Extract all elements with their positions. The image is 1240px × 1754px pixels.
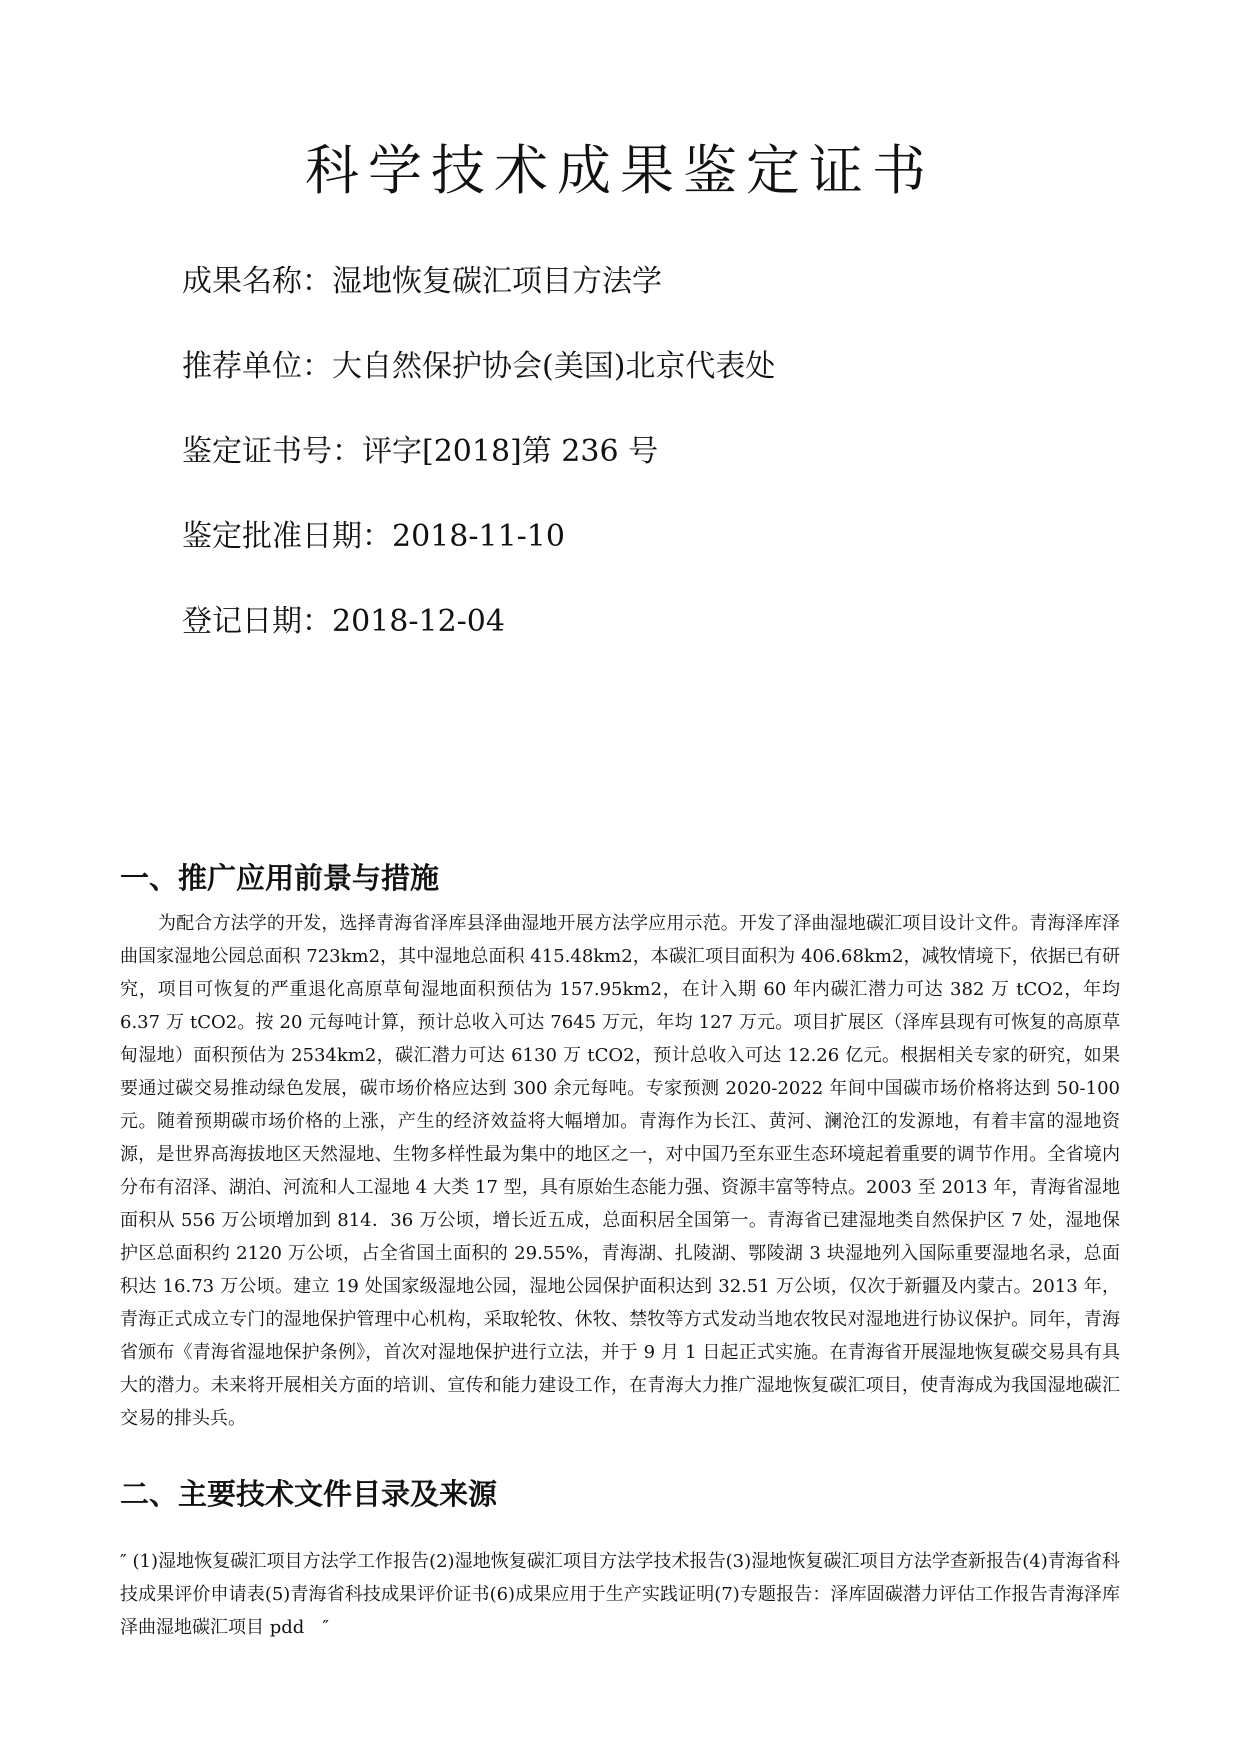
approval-date: 鉴定批准日期：2018-11-10	[182, 519, 565, 554]
certificate-number: 鉴定证书号：评字[2018]第 236 号	[182, 434, 659, 469]
section-body-promotion: 为配合方法学的开发，选择青海省泽库县泽曲湿地开展方法学应用示范。开发了泽曲湿地碳汇项目设计文件。青海泽库泽曲国家湿地公园总面积 723km2，其中湿地总面积 415.48km2，本碳汇项目面积为 406.68km2，减牧情境下，依据已有研究，项目可恢复的严重退化高原草甸湿地面积预估为 157.95km2，在计入期 60 年内碳汇潜力可达 382 万 tCO2，年均 6.37 万 tCO2。按 20 元每吨计算，预计总收入可达 7645 万元，年均 127 万元。项目扩展区（泽库县现有可恢复的高原草甸湿地）面积预估为 2534km2，碳汇潜力可达 6130 万 tCO2，预计总收入可达 12.26 亿元。根据相关专家的研究，如果要通过碳交易推动绿色发展，碳市场价格应达到 300 余元每吨。专家预测 2020-2022 年间中国碳市场价格将达到 50-100 元。随着预期碳市场价格的上涨，产生的经济效益将大幅增加。青海作为长江、黄河、澜沧江的发源地，有着丰富的湿地资源，是世界高海拔地区天然湿地、生物多样性最为集中的地区之一，对中国乃至东亚生态环境起着重要的调节作用。全省境内分布有沼泽、湖泊、河流和人工湿地 4 大类 17 型，具有原始生态能力强、资源丰富等特点。2003 至 2013 年，青海省湿地面积从 556 万公顷增加到 814．36 万公顷，增长近五成，总面积居全国第一。青海省已建湿地类自然保护区 7 处，湿地保护区总面积约 2120 万公顷，占全省国土面积的 29.55%，青海湖、扎陵湖、鄂陵湖 3 块湿地列入国际重要湿地名录，总面积达 16.73 万公顷。建立 19 处国家级湿地公园，湿地公园保护面积达到 32.51 万公顷，仅次于新疆及内蒙古。2013 年，青海正式成立专门的湿地保护管理中心机构，采取轮牧、休牧、禁牧等方式发动当地农牧民对湿地进行协议保护。同年，青海省颁布《青海省湿地保护条例》，首次对湿地保护进行立法，并于 9 月 1 日起正式实施。在青海省开展湿地恢复碳交易具有具大的潜力。未来将开展相关方面的培训、宣传和能力建设工作，在青海大力推广湿地恢复碳汇项目，使青海成为我国湿地碳汇交易的排头兵。	[120, 913, 1120, 1429]
achievement-name: 成果名称：湿地恢复碳汇项目方法学	[182, 264, 662, 299]
recommending-unit: 推荐单位：大自然保护协会(美国)北京代表处	[182, 349, 776, 384]
section-body-documents: ″ (1)湿地恢复碳汇项目方法学工作报告(2)湿地恢复碳汇项目方法学技术报告(3)湿地恢复碳汇项目方法学查新报告(4)青海省科技成果评价申请表(5)青海省科技成果评价证书(6)成果应用于生产实践证明(7)专题报告：泽库固碳潜力评估工作报告青海泽库泽曲湿地碳汇项目 pdd ″	[120, 1551, 1120, 1638]
section-heading-documents: 二、主要技术文件目录及来源	[120, 1477, 498, 1511]
page-title: 科学技术成果鉴定证书	[305, 139, 935, 202]
registration-date: 登记日期：2018-12-04	[182, 604, 505, 639]
section-heading-promotion: 一、推广应用前景与措施	[120, 861, 440, 895]
